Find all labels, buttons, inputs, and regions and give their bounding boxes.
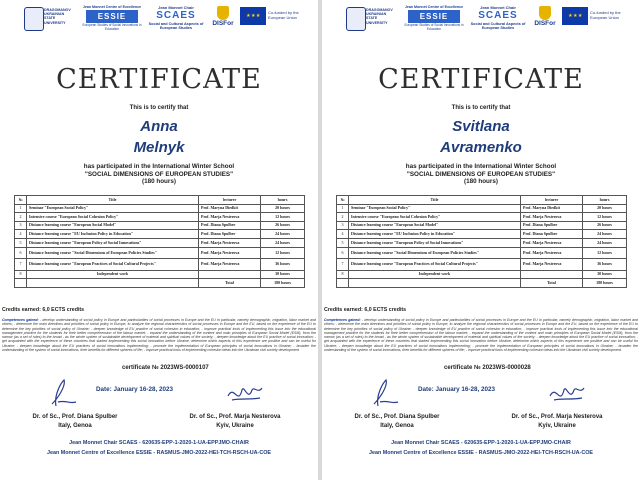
university-crest-icon bbox=[346, 7, 366, 31]
signer-nesterova: Dr. of Sc., Prof. Marja Nesterova Kyiv, Ukraine bbox=[189, 414, 281, 429]
table-row: 4 Distance learning course "EU Inclusion Policy in Education" Prof. Diana Spulber 24 hours bbox=[15, 230, 305, 239]
jm-centre-logo: Jean Monnet Centre of Excellence ESSIE European Studies of Social Innovations in Education bbox=[404, 5, 464, 31]
eu-cofunded-text: Co-funded by the European Union bbox=[268, 10, 299, 20]
table-row: 4 Distance learning course "EU Inclusion Policy in Education" Prof. Diana Spulber 24 hours bbox=[337, 230, 627, 239]
table-row: 2 Intensive course "European Social Cohesion Policy" Prof. Marja Nesterova 12 hours bbox=[337, 213, 627, 222]
certificate-right bbox=[322, 0, 640, 480]
table-row: 2 Intensive course "European Social Cohesion Policy" Prof. Marja Nesterova 12 hours bbox=[15, 213, 305, 222]
jm-centre-logo: Jean Monnet Centre of Excellence ESSIE European Studies of Social Innovations in Education bbox=[82, 5, 142, 31]
certificate-number: certificate № 2023WS-0000028 bbox=[444, 365, 531, 371]
disfor-shield-icon bbox=[539, 6, 551, 20]
participation-text: has participated in the International Winter School "SOCIAL DIMENSIONS OF EUROPEAN STUDIES" (180 hours) bbox=[405, 163, 557, 186]
logo-bar bbox=[0, 2, 318, 48]
jm-chair-logo: Jean Monnet Chair SCAES Social and Cultural Aspects of European Studies bbox=[470, 5, 526, 31]
table-row: 7 Distance learning course "European Practices of Social Cultural Projects" Prof. Marja Nesterova 36 hours bbox=[15, 259, 305, 271]
participation-text: has participated in the International Winter School "SOCIAL DIMENSIONS OF EUROPEAN STUDIES" (180 hours) bbox=[83, 163, 235, 186]
table-header: hours bbox=[583, 196, 627, 205]
ects-credits: Credits earned: 6,0 ECTS credits bbox=[2, 307, 85, 313]
jm-chair-logo: Jean Monnet Chair SCAES Social and Cultural Aspects of European Studies bbox=[148, 5, 204, 31]
certificate-left bbox=[0, 0, 318, 480]
certificate-title: CERTIFICATE bbox=[56, 64, 262, 95]
table-row: 5 Distance learning course "European Policy of Social Innovations" Prof. Marja Nesterova 24 hours bbox=[337, 238, 627, 247]
university-name: DRAGOMANOV UKRAINIAN STATE UNIVERSITY bbox=[44, 8, 71, 25]
signer-spulber: Dr. of Sc., Prof. Diana Spulber Italy, Genoa bbox=[354, 414, 440, 429]
footer-grants: Jean Monnet Chair SCAES - 620635-EPP-1-2020-1-UA-EPPJMO-CHAIR Jean Monnet Centre of Excellence ESSIE - RASMUS-JMO-2022-HEI-TCH-RSCH-UA-COE bbox=[46, 440, 272, 456]
signer-nesterova: Dr. of Sc., Prof. Marja Nesterova Kyiv, Ukraine bbox=[511, 414, 603, 429]
table-total-row: Total 180 hours bbox=[15, 279, 305, 288]
competences-text: Competences gained: - develop understanding of social policy in Europe and particularities of social processes in Europe and the EU in particular, namely demographic, migration, labor market and others; - determine the main directions and priorities of social policy in Europe, to analyze the regional characteristics of social processes in Europe and the EU, based on the experience of the EU to determine the key priorities of social policy of Ukraine; - deepen knowledge of EU practice of social cohesion in education; - improve practical tools of implementing this issue into the educational management practice for the students for their better comprehension of the labour market; - expand the understanding of the content and main principles of European Social Model (ESM), from the narrow (as a set of rules) to the broad - as the whole system of sustainable development of material and spiritual values of the society; - deepen knowledge about the EU practice of social innovation; - get acquainted with the experience of these countries that started implementing this social innovation before Ukraine, determine which aspects of this experience are positive and can be useful for Ukraine; - deepen knowledge about the EU practices of social innovations implementing; - promote the implementation of European principles of social innovations in Ukraine; - broaden the understanding of the system of social innovations, their benefits for different spheres of life; - improve practical tools of implementing cohesion ideas into the Ukrainian civil society development. bbox=[2, 318, 316, 353]
courses-table bbox=[336, 195, 627, 288]
table-row: 6 Distance learning course "Social Dimensions of European Policies Studies" Prof. Marja Nesterova 12 hours bbox=[337, 247, 627, 259]
recipient-first-name: Svitlana bbox=[452, 118, 510, 135]
table-total-row: Total 180 hours bbox=[337, 279, 627, 288]
certificate-date: Date: January 16-28, 2023 bbox=[418, 386, 496, 393]
table-row: 1 Seminar "European Social Policy" Prof. Maryna Diedkit 20 hours bbox=[15, 204, 305, 213]
signature-nesterova bbox=[224, 376, 264, 412]
courses-table bbox=[14, 195, 305, 288]
table-header: hours bbox=[261, 196, 305, 205]
competences-text: Competences gained: - develop understanding of social policy in Europe and particularities of social processes in Europe and the EU in particular, namely demographic, migration, labor market and others; - determine the main directions and priorities of social policy in Europe, to analyze the regional characteristics of social processes in Europe and the EU, based on the experience of the EU to determine the key priorities of social policy of Ukraine; - deepen knowledge of EU practice of social cohesion in education; - improve practical tools of implementing this issue into the educational management practice for the students for their better comprehension of the labour market; - expand the understanding of the content and main principles of European Social Model (ESM), from the narrow (as a set of rules) to the broad - as the whole system of sustainable development of material and spiritual values of the society; - deepen knowledge about the EU practice of social innovation; - get acquainted with the experience of these countries that started implementing this social innovation before Ukraine, determine which aspects of this experience are positive and can be useful for Ukraine; - deepen knowledge about the EU practices of social innovations implementing; - promote the implementation of European principles of social innovations in Ukraine; - broaden the understanding of the system of social innovations, their benefits for different spheres of life; - improve practical tools of implementing cohesion ideas into the Ukrainian civil society development. bbox=[324, 318, 638, 353]
certificate-title: CERTIFICATE bbox=[378, 64, 584, 95]
signature-spulber bbox=[44, 376, 84, 412]
signature-nesterova bbox=[546, 376, 586, 412]
table-row: 7 Distance learning course "European Practices of Social Cultural Projects" Prof. Marja Nesterova 36 hours bbox=[337, 259, 627, 271]
disfor-logo: DISFor bbox=[210, 6, 236, 36]
table-row: 8 Independent work 30 hours bbox=[15, 270, 305, 279]
recipient-last-name: Melnyk bbox=[133, 139, 185, 156]
disfor-shield-icon bbox=[217, 6, 229, 20]
eu-flag-icon: ★ ★ ★ bbox=[240, 7, 266, 25]
recipient-last-name: Avramenko bbox=[440, 139, 522, 156]
table-row: 3 Distance learning course "European Social Model" Prof. Diana Spulber 26 hours bbox=[337, 221, 627, 230]
table-row: 6 Distance learning course "Social Dimensions of European Policies Studies" Prof. Marja Nesterova 12 hours bbox=[15, 247, 305, 259]
table-row: 8 Independent work 30 hours bbox=[337, 270, 627, 279]
eu-flag-icon: ★ ★ ★ bbox=[562, 7, 588, 25]
table-row: 1 Seminar "European Social Policy" Prof. Maryna Diedkit 20 hours bbox=[337, 204, 627, 213]
certify-text: This is to certify that bbox=[129, 105, 189, 111]
table-header: Title bbox=[349, 196, 521, 205]
disfor-logo: DISFor bbox=[532, 6, 558, 36]
table-header: № bbox=[15, 196, 27, 205]
certificate-number: certificate № 2023WS-0000107 bbox=[122, 365, 209, 371]
signer-spulber: Dr. of Sc., Prof. Diana Spulber Italy, Genoa bbox=[32, 414, 118, 429]
table-row: 3 Distance learning course "European Social Model" Prof. Diana Spulber 26 hours bbox=[15, 221, 305, 230]
eu-cofunded-text: Co-funded by the European Union bbox=[590, 10, 621, 20]
table-header: lecturer bbox=[199, 196, 261, 205]
recipient-first-name: Anna bbox=[140, 118, 178, 135]
logo-bar bbox=[322, 2, 640, 48]
table-header: Title bbox=[27, 196, 199, 205]
table-header: № bbox=[337, 196, 349, 205]
ects-credits: Credits earned: 6,0 ECTS credits bbox=[324, 307, 407, 313]
university-crest-icon bbox=[24, 7, 44, 31]
footer-grants: Jean Monnet Chair SCAES - 620635-EPP-1-2020-1-UA-EPPJMO-CHAIR Jean Monnet Centre of Excellence ESSIE - RASMUS-JMO-2022-HEI-TCH-RSCH-UA-COE bbox=[368, 440, 594, 456]
university-name: DRAGOMANOV UKRAINIAN STATE UNIVERSITY bbox=[366, 8, 393, 25]
certify-text: This is to certify that bbox=[451, 105, 511, 111]
table-row: 5 Distance learning course "European Policy of Social Innovations" Prof. Marja Nesterova 24 hours bbox=[15, 238, 305, 247]
table-header: lecturer bbox=[521, 196, 583, 205]
signature-spulber bbox=[366, 376, 406, 412]
certificate-date: Date: January 16-28, 2023 bbox=[96, 386, 174, 393]
